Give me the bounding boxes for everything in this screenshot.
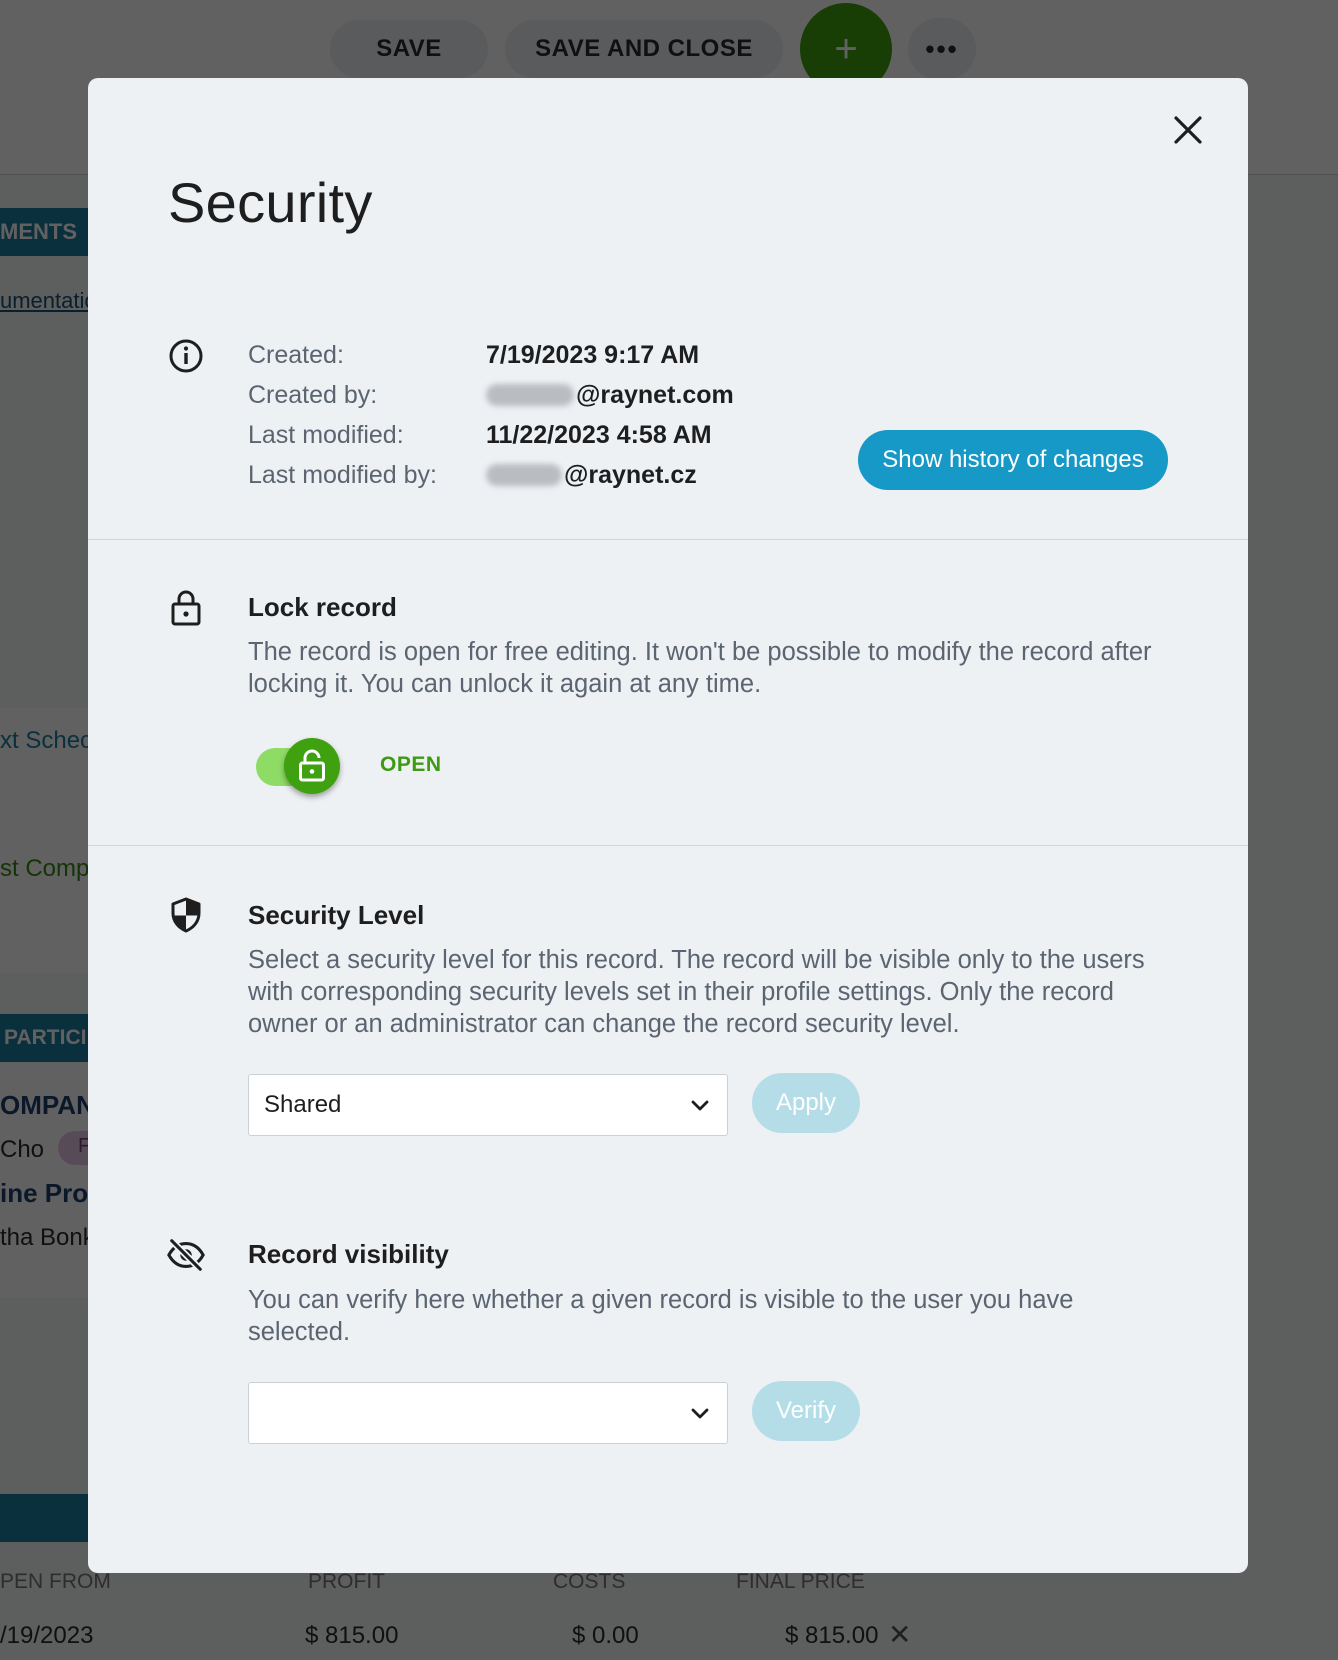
- last-modified-by-label: Last modified by:: [248, 460, 437, 489]
- section-divider: [88, 539, 1248, 540]
- created-value: 7/19/2023 9:17 AM: [486, 340, 700, 369]
- lock-icon: [166, 588, 206, 628]
- created-by-label: Created by:: [248, 380, 378, 409]
- info-icon: [166, 336, 206, 376]
- lock-status-label: OPEN: [380, 753, 442, 776]
- section-divider: [88, 845, 1248, 846]
- verify-button[interactable]: Verify: [752, 1381, 860, 1441]
- dialog-title: Security: [168, 171, 373, 234]
- info-row-created: [248, 335, 699, 375]
- created-by-value: [486, 381, 734, 410]
- lock-record-heading: Lock record: [248, 592, 397, 622]
- show-history-button[interactable]: Show history of changes: [858, 430, 1168, 490]
- unlock-icon: [297, 749, 327, 783]
- apply-button[interactable]: Apply: [752, 1073, 860, 1133]
- lock-toggle[interactable]: [256, 738, 346, 794]
- user-select[interactable]: [248, 1382, 728, 1444]
- lock-record-description: The record is open for free editing. It won't be possible to modify the record after locking it. You can unlock it again at any time.: [248, 638, 1152, 698]
- info-row-last-modified-by: [248, 455, 697, 495]
- created-by-domain: @raynet.com: [576, 380, 734, 409]
- security-level-description: Select a security level for this record. The record will be visible only to the users with corresponding security levels set in their profile settings. Only the record owner or an administrator can change the record security level.: [248, 946, 1145, 1038]
- chevron-down-icon: [687, 1401, 713, 1427]
- close-icon: [1173, 115, 1203, 145]
- chevron-down-icon: [687, 1093, 713, 1119]
- record-visibility-description: You can verify here whether a given record is visible to the user you have selected.: [248, 1286, 1074, 1346]
- shield-icon: [166, 895, 206, 935]
- created-label: Created:: [248, 340, 344, 369]
- close-button[interactable]: [1166, 108, 1210, 152]
- last-modified-by-domain: @raynet.cz: [564, 460, 697, 489]
- info-row-last-modified: [248, 415, 712, 455]
- last-modified-label: Last modified:: [248, 420, 404, 449]
- security-dialog: [88, 78, 1248, 1573]
- toggle-knob: [284, 738, 340, 794]
- info-row-created-by: [248, 375, 734, 415]
- security-level-selected: Shared: [264, 1091, 342, 1118]
- redacted-username: [486, 384, 574, 406]
- redacted-username: [486, 464, 562, 486]
- security-level-heading: Security Level: [248, 900, 425, 930]
- last-modified-by-value: [486, 461, 697, 490]
- last-modified-value: 11/22/2023 4:58 AM: [486, 420, 712, 449]
- eye-off-icon: [166, 1235, 206, 1275]
- security-level-select[interactable]: [248, 1074, 728, 1136]
- record-visibility-heading: Record visibility: [248, 1239, 449, 1269]
